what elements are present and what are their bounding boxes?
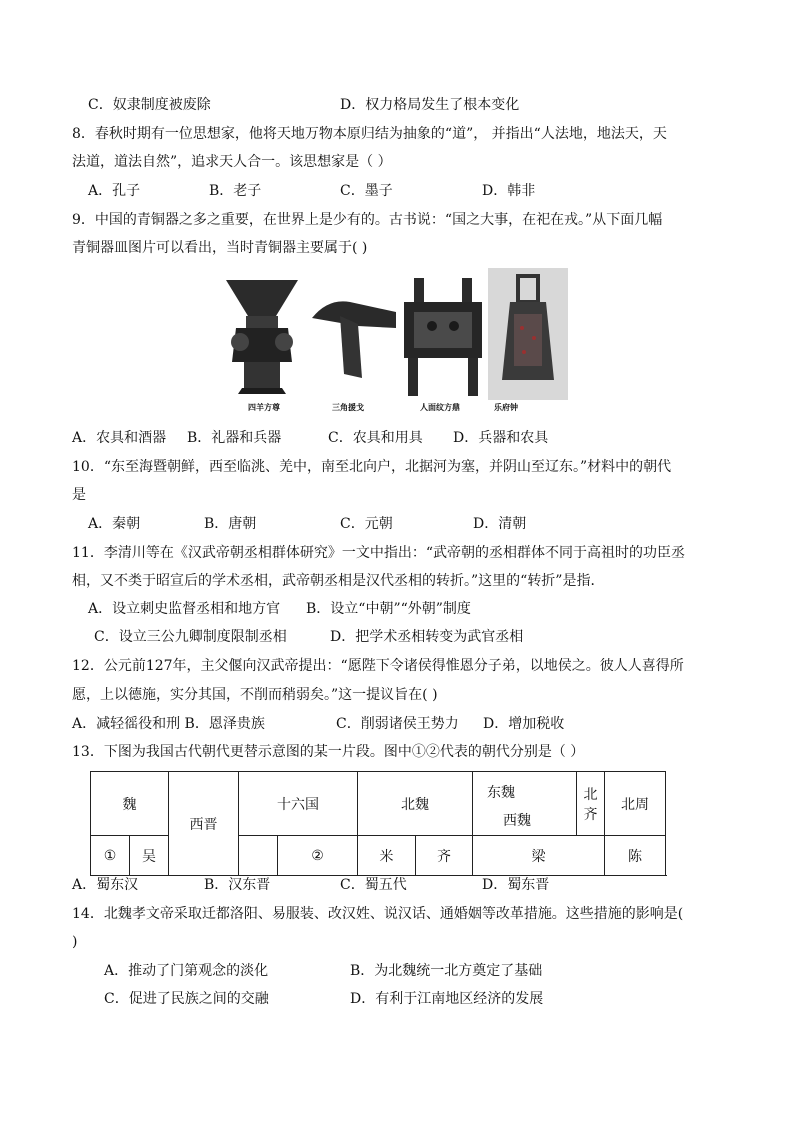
q11-stem-line1: 11．李清川等在《汉武帝朝丞相群体研究》一文中指出：“武帝朝的丞相群体不同于高祖时的功臣丞: [72, 545, 685, 561]
q13-option-d: D．蜀东晋: [482, 877, 550, 893]
cell-marker-2: ②: [278, 836, 358, 876]
q14-stem-line2: ): [72, 934, 78, 950]
cell-qi: 齐: [416, 836, 473, 876]
cell-marker-1: ①: [91, 836, 130, 876]
dynasty-succession-table: [90, 771, 666, 876]
q9-option-a: A．农具和酒器: [72, 430, 167, 446]
cell-xijin: 西晋: [169, 772, 239, 876]
q8-stem-line1: 8．春秋时期有一位思想家，他将天地万物本原归结为抽象的“道”， 并指出“人法地，地法天，天: [72, 126, 667, 142]
q9-option-d: D．兵器和农具: [453, 430, 549, 446]
caption-human-face-ding: 人面纹方鼎: [420, 402, 460, 412]
q11-option-d: D．把学术丞相转变为武官丞相: [330, 629, 524, 645]
cell-empty: [239, 836, 278, 876]
q11-option-b: B．设立“中朝”“外朝”制度: [306, 601, 471, 617]
label-xiwei: 西魏: [503, 813, 531, 829]
q11-option-c: C．设立三公九卿制度限制丞相: [94, 629, 287, 645]
bronze-vessels-figure: [222, 268, 568, 416]
caption-four-ram-zun: 四羊方尊: [248, 402, 280, 412]
q13-stem: 13．下图为我国古代朝代更替示意图的某一片段。图中①②代表的朝代分别是（ ）: [72, 744, 585, 760]
q14-option-b: B．为北魏统一北方奠定了基础: [350, 963, 543, 979]
four-ram-zun-image: [222, 276, 302, 396]
yuefu-bell-image: [488, 268, 568, 400]
q13-option-b: B．汉东晋: [204, 877, 271, 893]
q8-option-d: D．韩非: [482, 183, 536, 199]
caption-yuefu-bell: 乐府钟: [494, 402, 518, 412]
q12-stem-line2: 愿，上以德施，实分其国，不削而稍弱矣。”这一提议旨在( ): [72, 687, 438, 703]
q8-stem-line2: 法道，道法自然”，追求天人合一。该思想家是（ ）: [72, 154, 392, 170]
q9-stem-line1: 9．中国的青铜器之多之重要，在世界上是少有的。古书说：“国之大事，在祀在戎。”从下面几幅: [72, 212, 663, 228]
q10-option-c: C．元朝: [340, 516, 393, 532]
q14-option-d: D．有利于江南地区经济的发展: [350, 991, 544, 1007]
cell-wei: 魏: [91, 772, 169, 836]
q14-option-a: A．推动了门第观念的淡化: [104, 963, 269, 979]
q12-option-ab: A．减轻徭役和刑 B．恩泽贵族: [72, 716, 265, 732]
q8-option-a: A．孔子: [88, 183, 141, 199]
q10-option-a: A．秦朝: [88, 516, 141, 532]
q12-option-d: D．增加税收: [483, 716, 565, 732]
q13-option-c: C．蜀五代: [340, 877, 407, 893]
cell-chen: 陈: [605, 836, 666, 876]
label-dongwei: 东魏: [487, 785, 515, 801]
cell-wu: 吴: [130, 836, 169, 876]
q8-option-b: B．老子: [209, 183, 262, 199]
q12-option-c: C．削弱诸侯王势力: [336, 716, 459, 732]
q10-option-b: B．唐朝: [204, 516, 257, 532]
q13-option-a: A．蜀东汉: [72, 877, 139, 893]
cell-shiliuguo: 十六国: [239, 772, 358, 836]
q14-stem-line1: 14．北魏孝文帝采取迁都洛阳、易服装、改汉姓、说汉话、通婚姻等改革措施。这些措施的影响是(: [72, 906, 684, 922]
cell-beizhou: 北周: [605, 772, 666, 836]
cell-liang: 梁: [473, 836, 605, 876]
q11-option-a: A．设立刺史监督丞相和地方官: [88, 601, 281, 617]
q11-stem-line2: 相，又不类于昭宣后的学术丞相，武帝朝丞相是汉代丞相的转折。”这里的“转折”是指．: [72, 573, 605, 589]
q9-stem-line2: 青铜器皿图片可以看出，当时青铜器主要属于( ): [72, 240, 368, 256]
q10-stem-line1: 10．“东至海暨朝鲜，西至临洮、羌中，南至北向户，北据河为塞，并阴山至辽东。”材料中的朝代: [72, 459, 672, 475]
cell-beiwei: 北魏: [358, 772, 473, 836]
q10-stem-line2: 是: [72, 487, 86, 503]
cell-song: 米: [358, 836, 416, 876]
q7-option-d: D．权力格局发生了根本变化: [340, 97, 520, 113]
q8-option-c: C．墨子: [340, 183, 393, 199]
q12-stem-line1: 12．公元前127年，主父偃向汉武帝提出：“愿陛下令诸侯得惟恩分子弟，以地侯之。彼人人喜得所: [72, 658, 684, 674]
cell-dongwei-xiwei: [473, 772, 577, 836]
q9-option-c: C．农具和用具: [328, 430, 423, 446]
q14-option-c: C．促进了民族之间的交融: [104, 991, 269, 1007]
human-face-ding-image: [400, 278, 486, 398]
q10-option-d: D．清朝: [473, 516, 527, 532]
triangular-ge-image: [310, 288, 398, 380]
caption-triangular-ge: 三角援戈: [332, 402, 364, 412]
q9-option-b: B．礼器和兵器: [187, 430, 282, 446]
cell-beiqi: 北齐: [577, 772, 605, 836]
q7-option-c: C．奴隶制度被废除: [88, 97, 211, 113]
